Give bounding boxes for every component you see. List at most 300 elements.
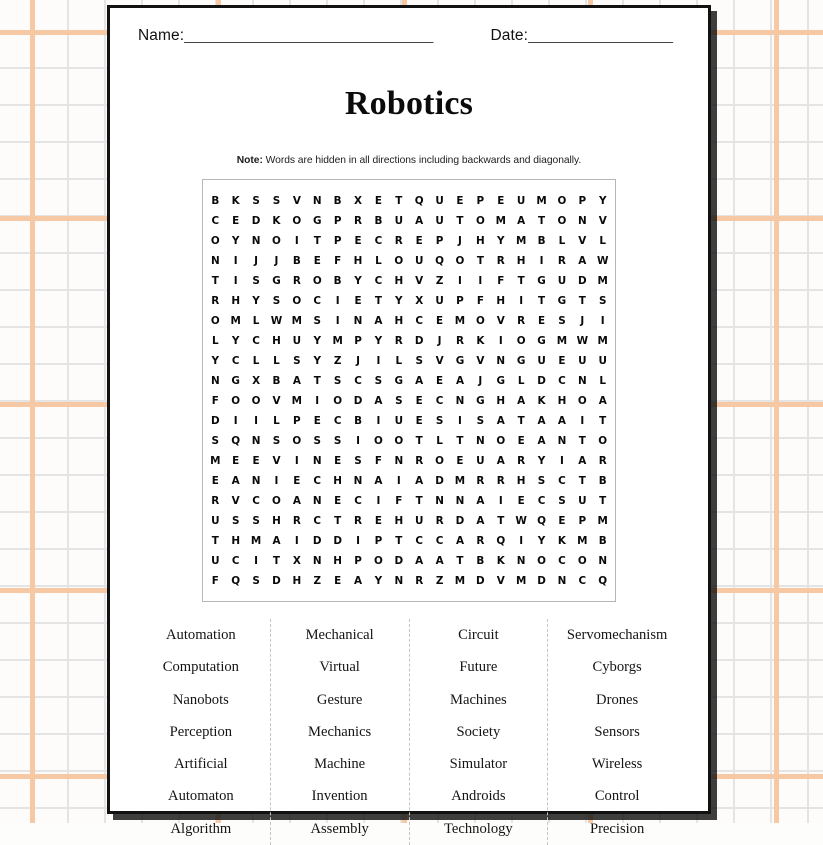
grid-cell[interactable]: S	[537, 475, 546, 487]
grid-cell[interactable]: N	[251, 235, 261, 247]
grid-cell[interactable]: E	[436, 315, 444, 327]
word-list-item[interactable]: Wireless	[591, 756, 643, 773]
grid-cell[interactable]: A	[496, 415, 505, 427]
grid-cell[interactable]: G	[537, 335, 546, 347]
grid-cell[interactable]: O	[394, 255, 404, 267]
grid-cell[interactable]: S	[211, 435, 220, 447]
grid-cell[interactable]: I	[376, 415, 381, 427]
grid-cell[interactable]: C	[333, 415, 342, 427]
grid-cell[interactable]: M	[332, 335, 343, 347]
grid-cell[interactable]: C	[537, 495, 546, 507]
grid-cell[interactable]: G	[476, 395, 485, 407]
grid-cell[interactable]: N	[476, 435, 485, 447]
word-list-item[interactable]: Cyborgs	[592, 659, 642, 676]
grid-cell[interactable]: I	[559, 455, 564, 467]
grid-cell[interactable]: Q	[231, 575, 241, 587]
grid-cell[interactable]: R	[496, 475, 505, 487]
word-list-item[interactable]: Automaton	[168, 788, 234, 805]
grid-cell[interactable]: F	[211, 395, 219, 407]
grid-cell[interactable]: L	[395, 355, 403, 367]
grid-cell[interactable]: K	[496, 555, 505, 567]
grid-cell[interactable]: S	[354, 455, 362, 467]
grid-cell[interactable]: T	[599, 415, 607, 427]
grid-cell[interactable]: A	[415, 215, 424, 227]
grid-cell[interactable]: N	[435, 495, 444, 507]
grid-cell[interactable]: H	[496, 395, 506, 407]
word-list-item[interactable]: Technology	[444, 820, 513, 837]
grid-cell[interactable]: E	[415, 395, 423, 407]
grid-cell[interactable]: Y	[598, 195, 607, 207]
grid-cell[interactable]: I	[539, 255, 544, 267]
grid-cell[interactable]: A	[557, 415, 566, 427]
grid-cell[interactable]: Q	[414, 195, 424, 207]
grid-cell[interactable]: H	[394, 515, 404, 527]
grid-cell[interactable]: L	[517, 375, 525, 387]
grid-cell[interactable]: U	[557, 275, 567, 287]
grid-cell[interactable]: C	[435, 395, 444, 407]
grid-cell[interactable]: V	[231, 495, 240, 507]
grid-cell[interactable]: H	[272, 335, 281, 347]
word-list-item[interactable]: Precision	[589, 820, 645, 837]
grid-cell[interactable]: P	[333, 215, 342, 227]
grid-cell[interactable]: I	[315, 395, 320, 407]
grid-cell[interactable]: O	[210, 235, 220, 247]
word-list-item[interactable]: Machines	[450, 691, 507, 708]
grid-cell[interactable]: A	[415, 375, 424, 387]
grid-cell[interactable]: L	[211, 335, 219, 347]
grid-cell[interactable]: C	[313, 475, 322, 487]
grid-cell[interactable]: I	[376, 495, 381, 507]
grid-cell[interactable]: U	[211, 555, 220, 567]
grid-cell[interactable]: B	[374, 215, 383, 227]
grid-cell[interactable]: K	[537, 395, 546, 407]
word-list-item[interactable]: Perception	[169, 723, 233, 740]
grid-cell[interactable]: C	[415, 535, 424, 547]
grid-cell[interactable]: Z	[313, 575, 322, 587]
grid-cell[interactable]: M	[454, 475, 466, 487]
grid-cell[interactable]: E	[436, 375, 444, 387]
grid-cell[interactable]: R	[517, 455, 526, 467]
grid-cell[interactable]: R	[496, 255, 505, 267]
grid-cell[interactable]: T	[334, 515, 342, 527]
grid-cell[interactable]: R	[354, 515, 363, 527]
grid-cell[interactable]: O	[455, 255, 465, 267]
grid-cell[interactable]: S	[272, 435, 281, 447]
grid-cell[interactable]: H	[231, 535, 241, 547]
grid-cell[interactable]: A	[578, 255, 587, 267]
grid-cell[interactable]: L	[252, 355, 260, 367]
grid-cell[interactable]: B	[292, 255, 301, 267]
grid-cell[interactable]: E	[232, 455, 240, 467]
grid-cell[interactable]: C	[578, 575, 587, 587]
grid-cell[interactable]: Y	[537, 535, 546, 547]
word-list-item[interactable]: Circuit	[458, 627, 499, 643]
grid-cell[interactable]: A	[415, 475, 424, 487]
grid-cell[interactable]: T	[456, 215, 464, 227]
grid-cell[interactable]: E	[374, 195, 382, 207]
grid-cell[interactable]: S	[293, 355, 301, 367]
grid-cell[interactable]: Y	[313, 355, 321, 367]
grid-cell[interactable]: M	[597, 275, 608, 287]
grid-cell[interactable]: E	[313, 415, 321, 427]
grid-cell[interactable]: S	[374, 375, 383, 387]
grid-cell[interactable]: O	[516, 335, 526, 347]
grid-cell[interactable]: I	[478, 275, 483, 287]
grid-cell[interactable]: T	[517, 275, 525, 287]
grid-cell[interactable]: U	[394, 215, 404, 227]
grid-cell[interactable]: C	[231, 555, 240, 567]
grid-cell[interactable]: K	[272, 215, 281, 227]
grid-cell[interactable]: N	[312, 455, 322, 467]
grid-cell[interactable]: A	[374, 395, 383, 407]
grid-cell[interactable]: L	[436, 435, 443, 447]
grid-cell[interactable]: N	[455, 495, 465, 507]
grid-cell[interactable]: U	[537, 355, 546, 367]
grid-cell[interactable]: V	[476, 355, 485, 367]
grid-cell[interactable]: M	[536, 195, 547, 207]
grid-cell[interactable]: S	[272, 195, 281, 207]
grid-cell[interactable]: P	[374, 535, 383, 547]
grid-cell[interactable]: P	[293, 415, 301, 427]
grid-cell[interactable]: G	[394, 375, 404, 387]
grid-cell[interactable]: P	[456, 295, 464, 307]
grid-cell[interactable]: U	[516, 195, 526, 207]
grid-cell[interactable]: A	[231, 475, 240, 487]
grid-cell[interactable]: R	[354, 215, 363, 227]
grid-cell[interactable]: P	[354, 555, 362, 567]
grid-cell[interactable]: I	[294, 455, 299, 467]
grid-cell[interactable]: I	[376, 355, 381, 367]
grid-cell[interactable]: T	[537, 215, 546, 227]
grid-cell[interactable]: E	[415, 415, 423, 427]
grid-cell[interactable]: C	[558, 475, 566, 487]
grid-cell[interactable]: N	[577, 215, 587, 227]
grid-cell[interactable]: A	[517, 215, 526, 227]
grid-cell[interactable]: S	[252, 515, 260, 527]
grid-cell[interactable]: M	[556, 335, 568, 347]
grid-cell[interactable]: M	[515, 235, 527, 247]
word-search-grid[interactable]	[205, 191, 613, 591]
grid-cell[interactable]: A	[496, 455, 505, 467]
grid-cell[interactable]: M	[291, 395, 303, 407]
grid-cell[interactable]: D	[333, 535, 342, 547]
grid-cell[interactable]: E	[517, 435, 525, 447]
grid-cell[interactable]: T	[395, 535, 403, 547]
grid-cell[interactable]: N	[312, 495, 322, 507]
grid-cell[interactable]: D	[435, 475, 444, 487]
grid-cell[interactable]: I	[458, 415, 462, 427]
grid-cell[interactable]: T	[476, 255, 484, 267]
grid-cell[interactable]: L	[558, 235, 566, 247]
grid-cell[interactable]: N	[557, 575, 567, 587]
grid-cell[interactable]: S	[415, 355, 423, 367]
grid-cell[interactable]: N	[577, 375, 587, 387]
grid-cell[interactable]: E	[537, 315, 546, 327]
grid-cell[interactable]: S	[558, 495, 566, 507]
grid-cell[interactable]: E	[456, 455, 464, 467]
date-input-rule[interactable]: __________________	[528, 27, 673, 44]
grid-cell[interactable]: G	[455, 355, 465, 367]
grid-cell[interactable]: E	[558, 355, 566, 367]
grid-cell[interactable]: O	[292, 215, 302, 227]
grid-cell[interactable]: I	[294, 535, 299, 547]
grid-cell[interactable]: N	[394, 575, 404, 587]
grid-cell[interactable]: N	[210, 375, 220, 387]
grid-cell[interactable]: U	[435, 215, 444, 227]
grid-cell[interactable]: F	[374, 455, 382, 467]
grid-cell[interactable]: R	[415, 575, 424, 587]
grid-cell[interactable]: I	[294, 235, 299, 247]
grid-cell[interactable]: D	[394, 555, 404, 567]
grid-cell[interactable]: H	[333, 555, 342, 567]
grid-cell[interactable]: E	[334, 495, 342, 507]
grid-cell[interactable]: C	[313, 515, 322, 527]
grid-cell[interactable]: O	[557, 215, 567, 227]
grid-cell[interactable]: D	[578, 275, 587, 287]
grid-cell[interactable]: O	[537, 555, 546, 567]
word-list-item[interactable]: Control	[594, 788, 640, 805]
grid-cell[interactable]: C	[435, 535, 444, 547]
grid-cell[interactable]: K	[476, 335, 485, 347]
grid-cell[interactable]: I	[274, 475, 279, 487]
grid-cell[interactable]: E	[415, 235, 423, 247]
grid-cell[interactable]: T	[497, 515, 505, 527]
grid-cell[interactable]: Q	[537, 515, 546, 527]
word-list-item[interactable]: Future	[459, 659, 498, 676]
grid-cell[interactable]: M	[515, 575, 527, 587]
grid-cell[interactable]: Y	[252, 295, 260, 307]
grid-cell[interactable]: R	[211, 295, 220, 307]
grid-cell[interactable]: H	[496, 295, 506, 307]
grid-cell[interactable]: X	[415, 295, 424, 307]
grid-cell[interactable]: F	[497, 275, 505, 287]
grid-cell[interactable]: F	[334, 255, 342, 267]
grid-cell[interactable]: U	[211, 515, 220, 527]
grid-cell[interactable]: S	[598, 295, 607, 307]
grid-cell[interactable]: I	[233, 415, 238, 427]
grid-cell[interactable]: O	[251, 395, 261, 407]
grid-cell[interactable]: E	[313, 255, 321, 267]
grid-cell[interactable]: H	[394, 275, 404, 287]
grid-cell[interactable]: R	[211, 495, 220, 507]
grid-cell[interactable]: C	[354, 495, 362, 507]
grid-cell[interactable]: Y	[395, 295, 403, 307]
grid-cell[interactable]: H	[516, 475, 526, 487]
grid-cell[interactable]: O	[333, 395, 343, 407]
grid-cell[interactable]: T	[537, 295, 546, 307]
grid-cell[interactable]: U	[435, 295, 444, 307]
grid-cell[interactable]: N	[455, 395, 465, 407]
grid-cell[interactable]: E	[293, 475, 301, 487]
grid-cell[interactable]: N	[353, 475, 363, 487]
word-list-item[interactable]: Algorithm	[170, 820, 232, 837]
grid-cell[interactable]: I	[600, 315, 605, 327]
grid-cell[interactable]: B	[476, 555, 485, 567]
grid-cell[interactable]: F	[395, 495, 403, 507]
grid-cell[interactable]: D	[251, 215, 261, 227]
grid-cell[interactable]: N	[251, 475, 261, 487]
grid-cell[interactable]: V	[292, 195, 301, 207]
grid-cell[interactable]: E	[497, 195, 505, 207]
grid-cell[interactable]: R	[415, 455, 424, 467]
grid-cell[interactable]: G	[516, 355, 526, 367]
grid-cell[interactable]: U	[292, 335, 302, 347]
grid-cell[interactable]: O	[435, 455, 444, 467]
grid-cell[interactable]: O	[272, 235, 281, 247]
grid-cell[interactable]: N	[516, 555, 526, 567]
grid-cell[interactable]: L	[599, 375, 607, 387]
grid-cell[interactable]: M	[495, 215, 506, 227]
grid-cell[interactable]: I	[356, 435, 360, 447]
grid-cell[interactable]: A	[374, 475, 383, 487]
grid-cell[interactable]: B	[333, 275, 342, 287]
grid-cell[interactable]: Y	[374, 335, 383, 347]
grid-cell[interactable]: B	[272, 375, 281, 387]
grid-cell[interactable]: A	[455, 535, 464, 547]
grid-cell[interactable]: M	[577, 535, 588, 547]
grid-cell[interactable]: Y	[496, 235, 505, 247]
word-list-item[interactable]: Mechanical	[305, 627, 374, 643]
grid-cell[interactable]: N	[251, 435, 261, 447]
grid-cell[interactable]: O	[598, 435, 608, 447]
grid-cell[interactable]: T	[395, 195, 403, 207]
grid-cell[interactable]: E	[354, 235, 362, 247]
grid-cell[interactable]: C	[252, 335, 260, 347]
grid-cell[interactable]: C	[558, 555, 566, 567]
grid-cell[interactable]: I	[396, 475, 401, 487]
grid-cell[interactable]: T	[415, 495, 423, 507]
word-list-item[interactable]: Machine	[314, 756, 366, 773]
word-list-item[interactable]: Sensors	[594, 723, 640, 740]
grid-cell[interactable]: I	[254, 555, 258, 567]
grid-cell[interactable]: I	[233, 275, 238, 287]
word-list-item[interactable]: Invention	[311, 788, 368, 805]
grid-cell[interactable]: R	[394, 235, 403, 247]
grid-cell[interactable]: V	[435, 355, 444, 367]
grid-cell[interactable]: E	[456, 195, 464, 207]
grid-cell[interactable]: K	[557, 535, 566, 547]
grid-cell[interactable]: O	[210, 315, 220, 327]
grid-cell[interactable]: S	[435, 415, 444, 427]
grid-cell[interactable]: I	[335, 315, 340, 327]
grid-cell[interactable]: X	[354, 195, 363, 207]
grid-cell[interactable]: H	[394, 315, 404, 327]
grid-cell[interactable]: C	[313, 295, 322, 307]
grid-cell[interactable]: G	[557, 295, 567, 307]
grid-cell[interactable]: L	[599, 235, 607, 247]
grid-cell[interactable]: I	[498, 495, 503, 507]
grid-cell[interactable]: I	[580, 415, 585, 427]
grid-cell[interactable]: S	[333, 435, 342, 447]
grid-cell[interactable]: O	[577, 555, 587, 567]
grid-cell[interactable]: N	[312, 195, 322, 207]
grid-cell[interactable]: T	[456, 555, 464, 567]
grid-cell[interactable]: Y	[211, 355, 220, 367]
grid-cell[interactable]: O	[272, 495, 281, 507]
word-list-item[interactable]: Simulator	[449, 756, 508, 773]
grid-cell[interactable]: D	[476, 575, 485, 587]
grid-cell[interactable]: J	[356, 355, 360, 367]
grid-cell[interactable]: A	[476, 495, 485, 507]
grid-cell[interactable]: N	[353, 315, 363, 327]
grid-cell[interactable]: R	[292, 515, 301, 527]
grid-cell[interactable]: I	[254, 415, 258, 427]
grid-cell[interactable]: S	[313, 315, 321, 327]
grid-cell[interactable]: B	[211, 195, 220, 207]
grid-cell[interactable]: Q	[435, 255, 444, 267]
grid-cell[interactable]: Y	[231, 335, 240, 347]
grid-cell[interactable]: U	[414, 255, 424, 267]
grid-cell[interactable]: G	[496, 375, 506, 387]
grid-cell[interactable]: C	[354, 375, 362, 387]
grid-cell[interactable]: A	[292, 375, 301, 387]
grid-cell[interactable]: F	[211, 575, 219, 587]
grid-cell[interactable]: L	[252, 315, 260, 327]
grid-cell[interactable]: A	[435, 555, 444, 567]
grid-cell[interactable]: A	[598, 395, 607, 407]
grid-cell[interactable]: V	[578, 235, 587, 247]
grid-cell[interactable]: I	[233, 255, 238, 267]
word-list-item[interactable]: Nanobots	[172, 691, 229, 708]
grid-cell[interactable]: A	[517, 395, 526, 407]
grid-cell[interactable]: T	[211, 275, 219, 287]
grid-cell[interactable]: Y	[313, 335, 321, 347]
grid-cell[interactable]: D	[537, 375, 546, 387]
grid-cell[interactable]: M	[597, 335, 608, 347]
grid-cell[interactable]: M	[210, 455, 221, 467]
grid-cell[interactable]: N	[394, 455, 404, 467]
grid-cell[interactable]: J	[274, 255, 279, 267]
grid-cell[interactable]: S	[476, 415, 485, 427]
grid-cell[interactable]: S	[252, 195, 260, 207]
grid-cell[interactable]: L	[273, 355, 280, 367]
grid-cell[interactable]: T	[415, 435, 423, 447]
grid-cell[interactable]: T	[272, 555, 280, 567]
grid-cell[interactable]: V	[496, 575, 505, 587]
grid-cell[interactable]: O	[577, 395, 587, 407]
grid-cell[interactable]: E	[211, 475, 219, 487]
grid-cell[interactable]: S	[252, 275, 260, 287]
grid-cell[interactable]: G	[537, 275, 546, 287]
grid-cell[interactable]: C	[415, 315, 424, 327]
grid-cell[interactable]: D	[353, 395, 363, 407]
grid-cell[interactable]: P	[354, 335, 362, 347]
grid-cell[interactable]: H	[476, 235, 485, 247]
word-list-item[interactable]: Artificial	[174, 756, 228, 773]
grid-cell[interactable]: A	[415, 555, 424, 567]
grid-cell[interactable]: Y	[374, 575, 383, 587]
grid-cell[interactable]: O	[496, 435, 506, 447]
grid-cell[interactable]: D	[414, 335, 424, 347]
grid-cell[interactable]: Z	[333, 355, 342, 367]
grid-cell[interactable]: Y	[537, 455, 546, 467]
grid-cell[interactable]: K	[231, 195, 240, 207]
grid-cell[interactable]: E	[354, 295, 362, 307]
grid-cell[interactable]: I	[335, 295, 340, 307]
word-list-item[interactable]: Virtual	[319, 659, 360, 676]
grid-cell[interactable]: G	[272, 275, 281, 287]
grid-cell[interactable]: O	[292, 295, 302, 307]
word-list-item[interactable]: Servomechanism	[566, 627, 668, 643]
grid-cell[interactable]: L	[375, 255, 382, 267]
grid-cell[interactable]: R	[455, 335, 464, 347]
grid-cell[interactable]: W	[515, 515, 527, 527]
word-list-item[interactable]: Mechanics	[308, 723, 372, 740]
grid-cell[interactable]: H	[353, 255, 363, 267]
grid-cell[interactable]: M	[230, 315, 241, 327]
grid-cell[interactable]: O	[373, 435, 383, 447]
grid-cell[interactable]: C	[558, 375, 566, 387]
